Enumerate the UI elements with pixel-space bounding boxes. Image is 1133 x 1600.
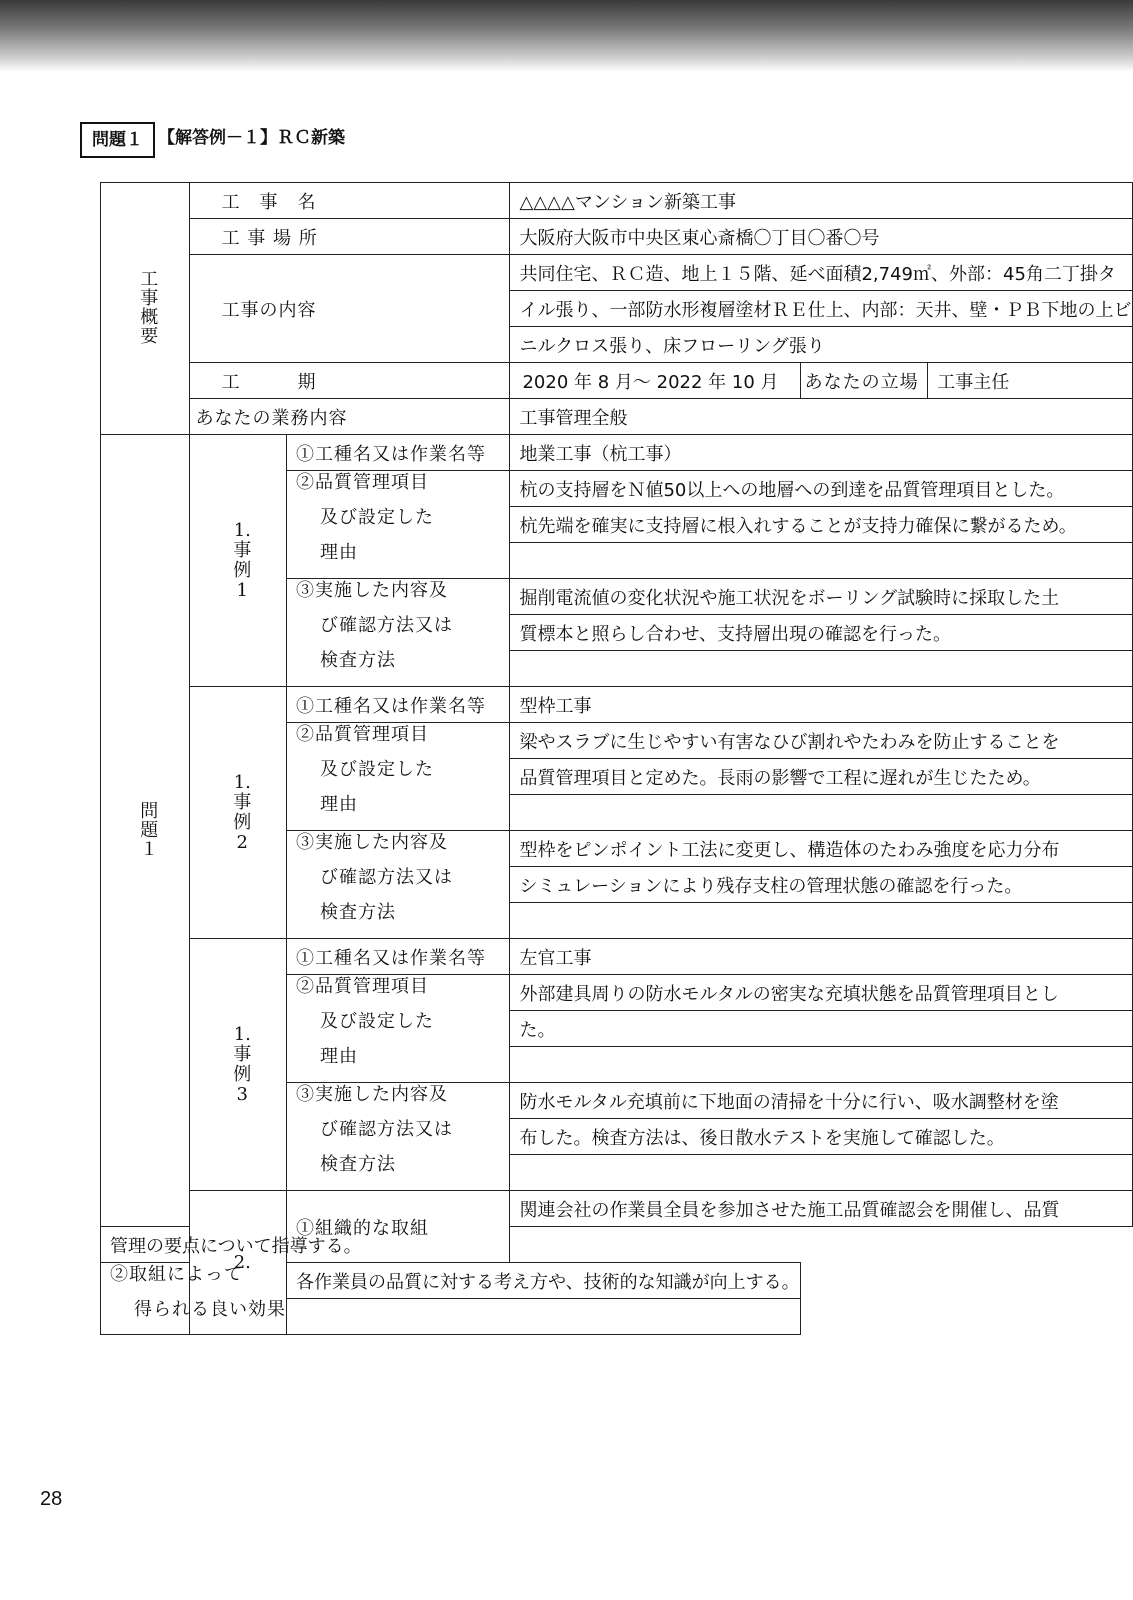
quality-item-line — [510, 1047, 1133, 1083]
question-tag: 問題１ — [80, 122, 155, 158]
place-value: 大阪府大阪市中央区東心斎橋〇丁目〇番〇号 — [510, 219, 1133, 255]
answer-example-title: 【解答例－１】ＲＣ新築 — [158, 128, 345, 148]
case-label: 1.事例3 — [189, 939, 286, 1191]
work-label: ①工種名又は作業名等 — [287, 939, 510, 975]
method-line: 型枠をピンポイント工法に変更し、構造体のたわみ強度を応力分布 — [510, 831, 1133, 867]
page-header-gradient — [0, 0, 1133, 72]
method-line: シミュレーションにより残存支柱の管理状態の確認を行った。 — [510, 867, 1133, 903]
answer-sheet-table — [100, 182, 1133, 1335]
method-line — [510, 903, 1133, 939]
method-label: ③実施した内容及 び確認方法又は 検査方法 — [287, 831, 510, 939]
period-label: 工 期 — [189, 363, 510, 399]
quality-item-line — [510, 543, 1133, 579]
place-label: 工 事 場 所 — [189, 219, 510, 255]
name-value: △△△△マンション新築工事 — [510, 183, 1133, 219]
work-value: 左官工事 — [510, 939, 1133, 975]
effect-line: 各作業員の品質に対する考え方や、技術的な知識が向上する。 — [287, 1263, 801, 1299]
method-label: ③実施した内容及 び確認方法又は 検査方法 — [287, 1083, 510, 1191]
method-line — [510, 651, 1133, 687]
quality-item-line — [510, 795, 1133, 831]
part2-label: 2. — [189, 1191, 286, 1335]
org-effort-line: 関連会社の作業員全員を参加させた施工品質確認会を開催し、品質 — [510, 1191, 1133, 1227]
page-number: 28 — [40, 1488, 63, 1510]
content-label: 工事の内容 — [189, 255, 510, 363]
content-line: 共同住宅、ＲＣ造、地上１５階、延べ面積2,749㎡、外部：45角二丁掛タ — [510, 255, 1133, 291]
problem-section-label: 問題１ — [101, 435, 190, 1227]
org-effort-line: 管理の要点について指導する。 — [101, 1227, 425, 1263]
method-line: 布した。検査方法は、後日散水テストを実施して確認した。 — [510, 1119, 1133, 1155]
period-value: 2020 年 8 月～ 2022 年 10 月 — [510, 363, 800, 399]
method-label: ③実施した内容及 び確認方法又は 検査方法 — [287, 579, 510, 687]
name-label: 工 事 名 — [189, 183, 510, 219]
method-line: 質標本と照らし合わせ、支持層出現の確認を行った。 — [510, 615, 1133, 651]
case-label: 1.事例1 — [189, 435, 286, 687]
work-value: 型枠工事 — [510, 687, 1133, 723]
work-value: 地業工事（杭工事） — [510, 435, 1133, 471]
quality-item-line: 梁やスラブに生じやすい有害なひび割れやたわみを防止することを — [510, 723, 1133, 759]
work-label: ①工種名又は作業名等 — [287, 687, 510, 723]
overview-section-label: 工事概要 — [101, 183, 190, 435]
duty-label: あなたの業務内容 — [189, 399, 510, 435]
quality-item-line: 外部建具周りの防水モルタルの密実な充填状態を品質管理項目とし — [510, 975, 1133, 1011]
method-line: 掘削電流値の変化状況や施工状況をボーリング試験時に採取した土 — [510, 579, 1133, 615]
position-label: あなたの立場 — [800, 363, 928, 399]
quality-item-line: た。 — [510, 1011, 1133, 1047]
effect-line — [287, 1299, 801, 1335]
effect-label: ②取組によって 得られる良い効果 — [101, 1263, 287, 1335]
quality-item-line: 杭先端を確実に支持層に根入れすることが支持力確保に繋がるため。 — [510, 507, 1133, 543]
quality-item-label: ②品質管理項目 及び設定した 理由 — [287, 975, 510, 1083]
position-value: 工事主任 — [928, 363, 1133, 399]
case-label: 1.事例2 — [189, 687, 286, 939]
quality-item-label: ②品質管理項目 及び設定した 理由 — [287, 723, 510, 831]
method-line — [510, 1155, 1133, 1191]
quality-item-label: ②品質管理項目 及び設定した 理由 — [287, 471, 510, 579]
quality-item-line: 品質管理項目と定めた。長雨の影響で工程に遅れが生じたため。 — [510, 759, 1133, 795]
duty-value: 工事管理全般 — [510, 399, 1133, 435]
org-effort-label: ①組織的な取組 — [287, 1191, 510, 1263]
method-line: 防水モルタル充填前に下地面の清掃を十分に行い、吸水調整材を塗 — [510, 1083, 1133, 1119]
work-label: ①工種名又は作業名等 — [287, 435, 510, 471]
content-line: ニルクロス張り、床フローリング張り — [510, 327, 1133, 363]
content-line: イル張り、一部防水形複層塗材ＲＥ仕上、内部：天井、壁・ＰＢ下地の上ビ — [510, 291, 1133, 327]
quality-item-line: 杭の支持層をＮ値50以上への地層への到達を品質管理項目とした。 — [510, 471, 1133, 507]
